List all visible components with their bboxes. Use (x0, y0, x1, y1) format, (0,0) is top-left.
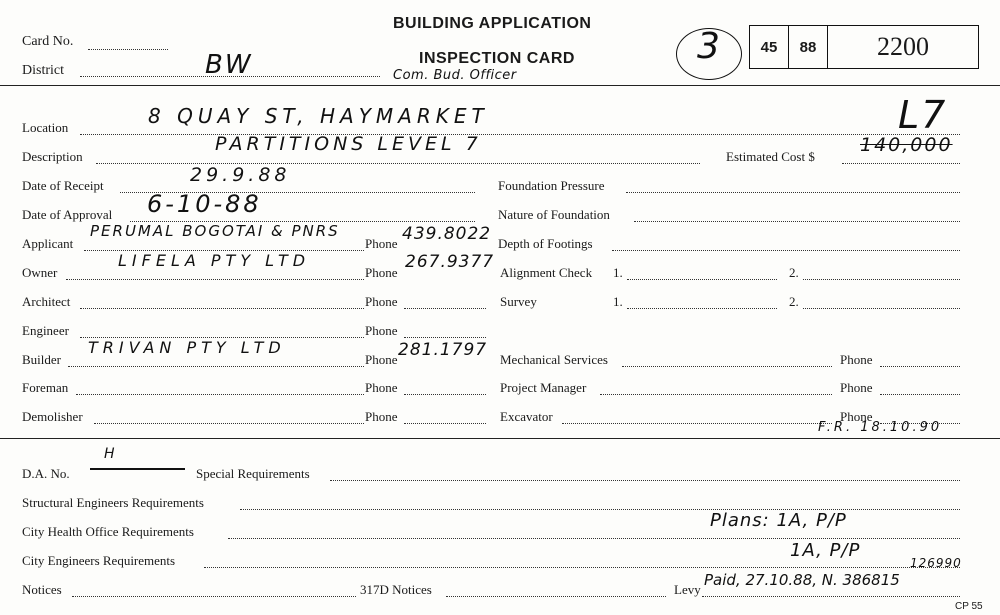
engineer-phone-line (404, 337, 486, 338)
fr-note: F.R. 18.10.90 (818, 420, 943, 435)
notices-label: Notices (22, 582, 62, 597)
ref-number: 2200 (877, 32, 929, 61)
engineer-label: Engineer (22, 323, 69, 338)
owner-line (66, 279, 364, 280)
date-receipt-label: Date of Receipt (22, 178, 104, 193)
health-value: Plans: 1A, P/P (710, 510, 847, 531)
location-value: 8 QUAY ST, HAYMARKET (148, 104, 489, 128)
demolisher-phone-line (404, 423, 486, 424)
mechanical-phone-label: Phone (840, 352, 873, 367)
excavator-line (562, 423, 832, 424)
levy-value: Paid, 27.10.88, N. 386815 (704, 571, 900, 589)
builder-value: TRIVAN PTY LTD (88, 338, 286, 357)
excavator-phone-label: Phone (840, 409, 873, 424)
special-requirements-line (330, 480, 960, 481)
builder-phone: 281.1797 (398, 340, 488, 360)
builder-label: Builder (22, 352, 61, 367)
circled-number-value: 3 (697, 26, 722, 67)
applicant-phone: 439.8022 (402, 224, 492, 244)
ref-part1: 45 (750, 26, 789, 68)
alignment-num1: 1. (613, 265, 623, 280)
card-no-line (88, 49, 168, 50)
description-value: PARTITIONS LEVEL 7 (215, 133, 482, 155)
city-engineers-line (204, 567, 960, 568)
nature-foundation-label: Nature of Foundation (498, 207, 610, 222)
mechanical-label: Mechanical Services (500, 352, 608, 367)
card-no-label: Card No. (22, 34, 74, 49)
applicant-label: Applicant (22, 236, 74, 251)
mechanical-phone-line (880, 366, 960, 367)
estimated-cost-value: 140,000 (860, 134, 953, 156)
levy-label: Levy (674, 582, 701, 597)
special-requirements-label: Special Requirements (196, 466, 310, 481)
project-manager-line (600, 394, 832, 395)
nature-foundation-line (634, 221, 960, 222)
location-code: L7 (898, 93, 948, 137)
architect-phone-label: Phone (365, 294, 398, 309)
levy-line (702, 596, 960, 597)
survey-num2: 2. (789, 294, 799, 309)
survey-num1: 1. (613, 294, 623, 309)
notices-317d-label: 317D Notices (360, 582, 432, 597)
foundation-pressure-line (626, 192, 960, 193)
alignment-num2: 2. (789, 265, 799, 280)
applicant-value: PERUMAL BOGOTAI & PNRS (90, 222, 340, 240)
da-no-value: H (104, 446, 117, 462)
builder-phone-label: Phone (365, 352, 398, 367)
foundation-pressure-label: Foundation Pressure (498, 178, 605, 193)
owner-value: LIFELA PTY LTD (118, 251, 311, 270)
form-code: CP 55 (955, 601, 983, 612)
lower-divider (0, 438, 1000, 439)
header-divider (0, 85, 1000, 86)
depth-footings-line (612, 250, 960, 251)
structural-line (240, 509, 960, 510)
date-approval-label: Date of Approval (22, 207, 113, 222)
alignment-line2 (803, 279, 960, 280)
district-value: BW (205, 50, 253, 80)
foreman-phone-line (404, 394, 486, 395)
project-manager-label: Project Manager (500, 380, 587, 395)
form-title: BUILDING APPLICATION (393, 15, 592, 32)
handwritten-officer-note: Com. Bud. Officer (393, 68, 517, 83)
survey-label: Survey (500, 294, 537, 309)
description-line (96, 163, 700, 164)
foreman-label: Foreman (22, 380, 69, 395)
survey-line2 (803, 308, 960, 309)
alignment-check-label: Alignment Check (500, 265, 593, 280)
foreman-line (76, 394, 364, 395)
mechanical-line (622, 366, 832, 367)
applicant-phone-label: Phone (365, 236, 398, 251)
foreman-phone-label: Phone (365, 380, 398, 395)
estimated-cost-label: Estimated Cost $ (726, 149, 815, 164)
da-no-label: D.A. No. (22, 466, 70, 481)
excavator-label: Excavator (500, 409, 553, 424)
engineer-phone-label: Phone (365, 323, 398, 338)
architect-line (80, 308, 364, 309)
project-manager-phone-line (880, 394, 960, 395)
architect-phone-line (404, 308, 486, 309)
reference-box (749, 25, 979, 69)
project-manager-phone-label: Phone (840, 380, 873, 395)
da-no-strike (90, 468, 185, 470)
notices-line (72, 596, 356, 597)
notices-317d-line (446, 596, 666, 597)
location-line (80, 134, 960, 135)
levy-top-value: 126990 (910, 556, 962, 570)
alignment-line1 (627, 279, 777, 280)
date-approval-value: 6-10-88 (147, 190, 262, 218)
estimated-cost-line (842, 163, 960, 164)
survey-line1 (627, 308, 777, 309)
location-label: Location (22, 120, 69, 135)
demolisher-phone-label: Phone (365, 409, 398, 424)
depth-footings-label: Depth of Footings (498, 236, 593, 251)
owner-phone-label: Phone (365, 265, 398, 280)
health-line (228, 538, 960, 539)
form-subtitle: INSPECTION CARD (419, 50, 575, 67)
district-label: District (22, 63, 64, 78)
structural-label: Structural Engineers Requirements (22, 495, 204, 510)
builder-line (68, 366, 364, 367)
demolisher-label: Demolisher (22, 409, 83, 424)
health-label: City Health Office Requirements (22, 524, 194, 539)
architect-label: Architect (22, 294, 71, 309)
owner-phone: 267.9377 (405, 252, 495, 272)
city-engineers-label: City Engineers Requirements (22, 553, 176, 568)
owner-label: Owner (22, 265, 58, 280)
date-receipt-value: 29.9.88 (190, 164, 291, 186)
city-engineers-value: 1A, P/P (790, 540, 861, 561)
ref-part2: 88 (789, 26, 828, 68)
description-label: Description (22, 149, 83, 164)
demolisher-line (94, 423, 364, 424)
